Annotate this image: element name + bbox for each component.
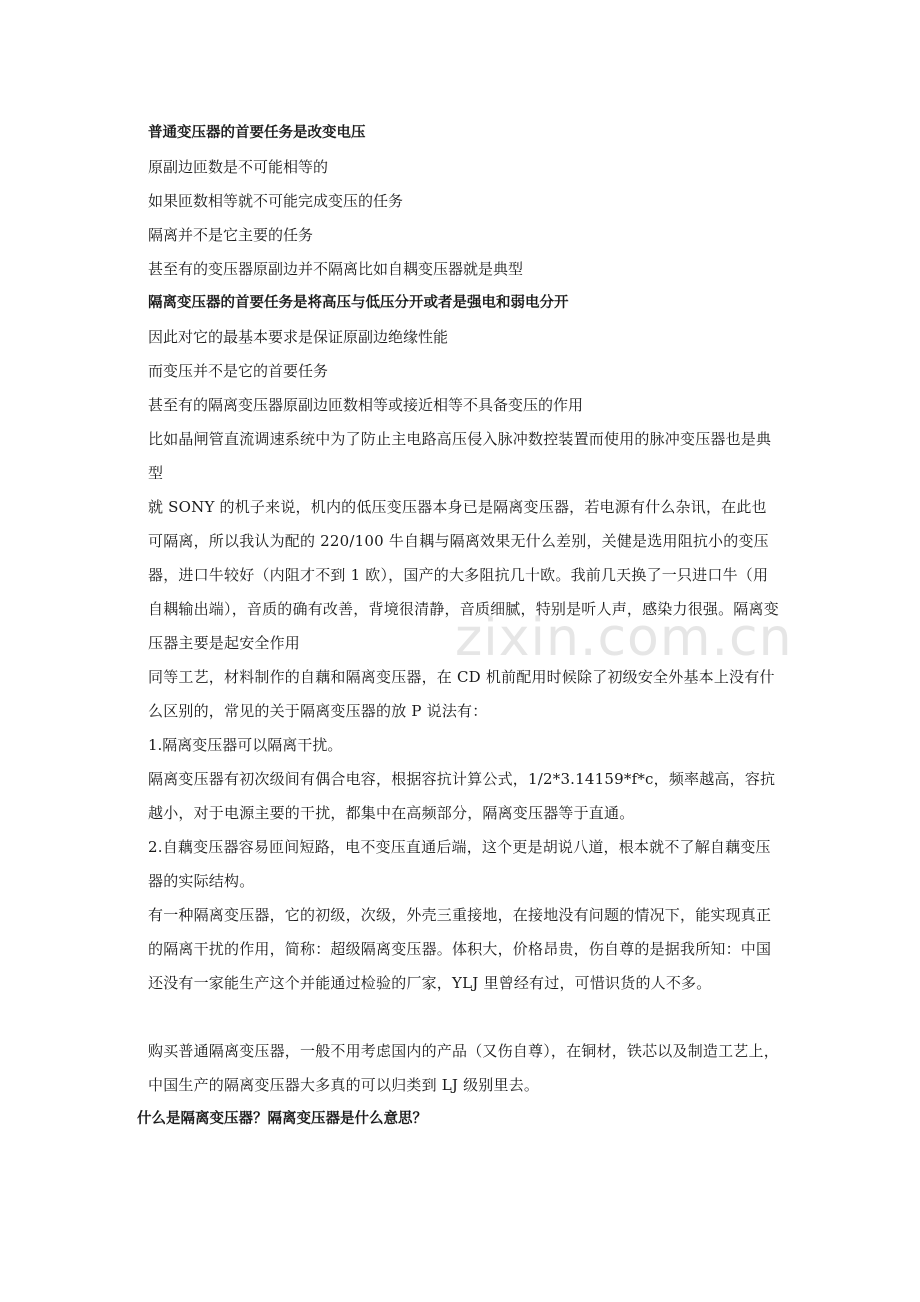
paragraph-line: 而变压并不是它的首要任务: [148, 362, 329, 380]
paragraph-sony: 就 SONY 的机子来说，机内的低压变压器本身已是隔离变压器，若电源有什么杂讯，在此也可隔离，所以我认为配的 220/100 牛自耦与隔离效果无什么差别，关健是选用阻抗小的变压器，进口牛较好（内阻才不到 1 欧），国产的大多阻抗几十欧。我前几天换了一只进口牛（用自耦输出端），音质的确有改善，背境很清静，音质细腻，特别是听人声，感染力很强。隔离变压器主要是起安全作用: [148, 498, 779, 652]
paragraph-line: 甚至有的变压器原副边并不隔离比如自耦变压器就是典型: [148, 260, 524, 278]
watermark: zixin.com.cn: [455, 608, 793, 668]
paragraph-thyristor: 比如晶闸管直流调速系统中为了防止主电路高压侵入脉冲数控装置而使用的脉冲变压器也是典型: [148, 430, 772, 482]
heading-isolation-transformer: 隔离变压器的首要任务是将高压与低压分开或者是强电和弱电分开: [148, 295, 569, 311]
paragraph-line: 如果匝数相等就不可能完成变压的任务: [148, 192, 404, 210]
list-item-1: 1.隔离变压器可以隔离干扰。: [148, 736, 343, 754]
paragraph-purchase: 购买普通隔离变压器，一般不用考虑国内的产品（又伤自尊），在铜材，铁芯以及制造工艺上，中国生产的隔离变压器大多真的可以归类到 LJ 级别里去。: [148, 1042, 779, 1094]
paragraph-line: 因此对它的最基本要求是保证原副边绝缘性能: [148, 328, 449, 346]
paragraph-cd-player: 同等工艺，材料制作的自藕和隔离变压器，在 CD 机前配用时候除了初级安全外基本上没有什么区别的，常见的关于隔离变压器的放 P 说法有：: [148, 668, 775, 720]
paragraph-super-isolation: 有一种隔离变压器，它的初级，次级，外壳三重接地，在接地没有问题的情况下，能实现真正的隔离干扰的作用，简称：超级隔离变压器。体积大，价格昂贵，伤自尊的是据我所知：中国还没有一家能生产这个并能通过检验的厂家，YLJ 里曾经有过，可惜识货的人不多。: [148, 906, 772, 992]
heading-ordinary-transformer: 普通变压器的首要任务是改变电压: [148, 125, 366, 141]
list-item-2: 2.自藕变压器容易匝间短路，电不变压直通后端，这个更是胡说八道，根本就不了解自藕变压器的实际结构。: [148, 838, 771, 890]
paragraph-line: 原副边匝数是不可能相等的: [148, 158, 329, 176]
paragraph-capacitance: 隔离变压器有初次级间有偶合电容，根据容抗计算公式，1/2*3.14159*f*c，频率越高，容抗越小，对于电源主要的干扰，都集中在高频部分，隔离变压器等于直通。: [148, 770, 776, 822]
heading-question: 什么是隔离变压器？隔离变压器是什么意思？: [137, 1111, 427, 1127]
paragraph-line: 甚至有的隔离变压器原副边匝数相等或接近相等不具备变压的作用: [148, 396, 584, 414]
paragraph-line: 隔离并不是它主要的任务: [148, 226, 314, 244]
